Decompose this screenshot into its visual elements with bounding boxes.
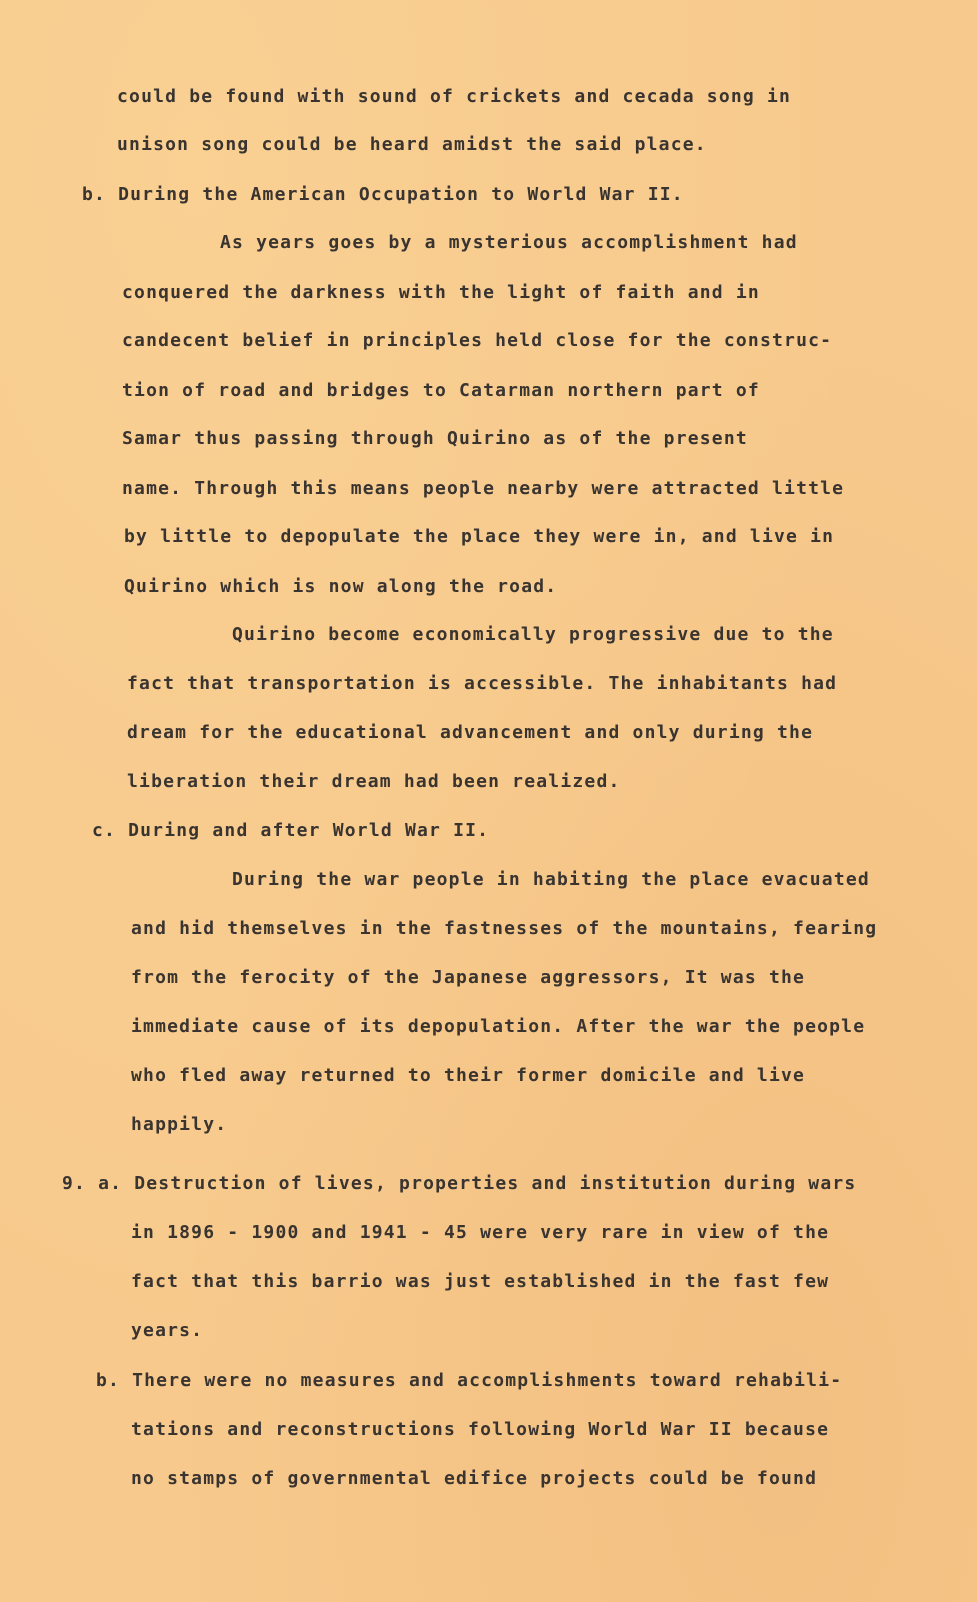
text-line-11: Quirino which is now along the road. — [124, 576, 558, 597]
text-line-17: During the war people in habiting the place evacuated — [232, 869, 870, 890]
text-line-15: liberation their dream had been realized. — [127, 771, 621, 792]
text-line-29: no stamps of governmental edifice projects could be found — [131, 1468, 818, 1489]
text-line-16: c. During and after World War II. — [92, 820, 490, 841]
text-line-26: years. — [131, 1320, 204, 1341]
text-line-13: fact that transportation is accessible. The inhabitants had — [127, 673, 838, 694]
text-line-18: and hid themselves in the fastnesses of the mountains, fearing — [131, 918, 878, 939]
text-line-6: candecent belief in principles held close for the construc- — [122, 330, 833, 351]
text-line-2: unison song could be heard amidst the said place. — [117, 134, 707, 155]
text-line-28: tations and reconstructions following World War II because — [131, 1419, 830, 1440]
text-line-9: name. Through this means people nearby were attracted little — [122, 478, 845, 499]
text-line-23: 9. a. Destruction of lives, properties and institution during wars — [62, 1173, 857, 1194]
text-line-14: dream for the educational advancement and only during the — [127, 722, 814, 743]
text-line-22: happily. — [131, 1114, 228, 1135]
text-line-24: in 1896 - 1900 and 1941 - 45 were very rare in view of the — [131, 1222, 830, 1243]
text-line-19: from the ferocity of the Japanese aggressors, It was the — [131, 967, 806, 988]
text-line-10: by little to depopulate the place they were in, and live in — [124, 526, 835, 547]
text-line-27: b. There were no measures and accomplishments toward rehabili- — [96, 1370, 843, 1391]
text-line-8: Samar thus passing through Quirino as of the present — [122, 428, 748, 449]
text-line-4: As years goes by a mysterious accomplishment had — [220, 232, 798, 253]
text-line-5: conquered the darkness with the light of faith and in — [122, 282, 760, 303]
text-line-7: tion of road and bridges to Catarman northern part of — [122, 380, 760, 401]
text-line-1: could be found with sound of crickets and cecada song in — [117, 86, 792, 107]
text-line-21: who fled away returned to their former domicile and live — [131, 1065, 806, 1086]
text-line-3: b. During the American Occupation to World War II. — [82, 184, 684, 205]
text-line-25: fact that this barrio was just established in the fast few — [131, 1271, 830, 1292]
text-line-20: immediate cause of its depopulation. After the war the people — [131, 1016, 866, 1037]
text-line-12: Quirino become economically progressive due to the — [232, 624, 834, 645]
